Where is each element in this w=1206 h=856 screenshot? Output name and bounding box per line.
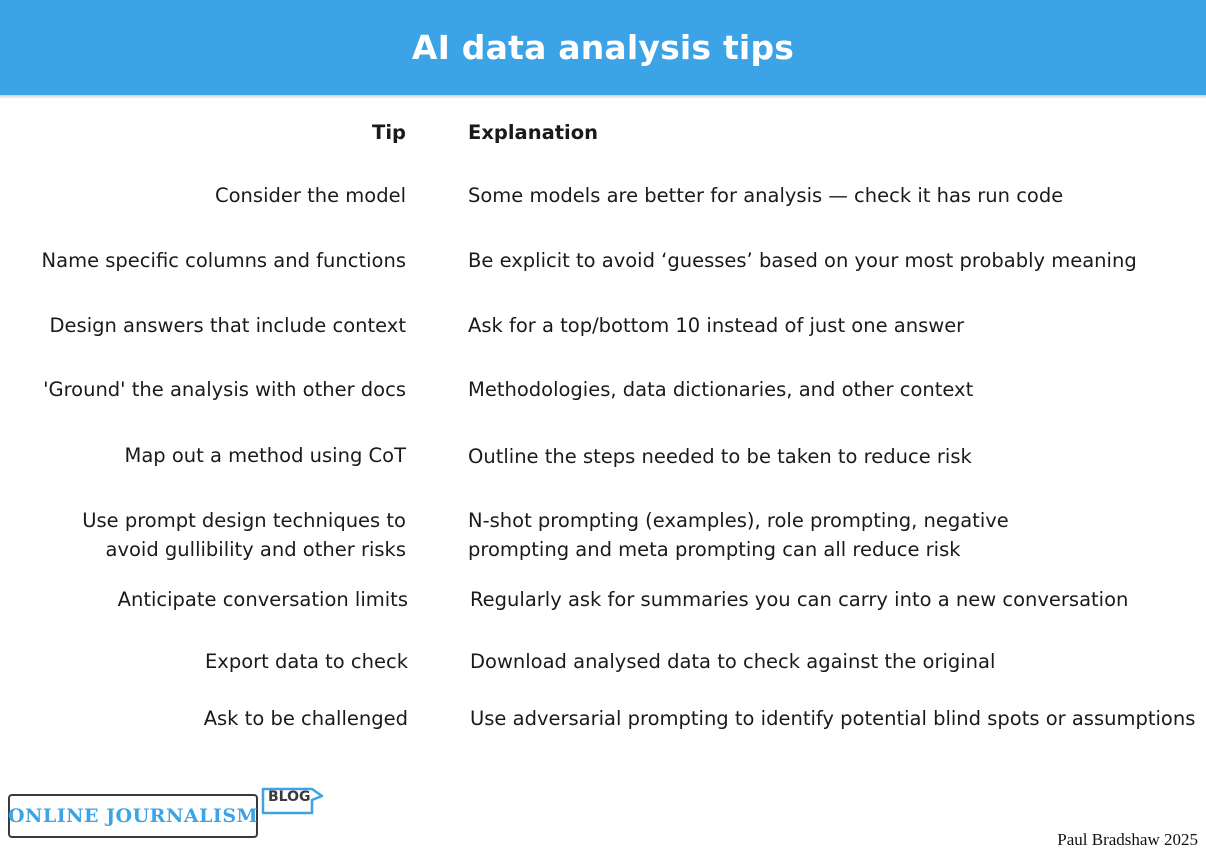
explanation-cell-line2: prompting and meta prompting can all reduce risk bbox=[468, 538, 961, 561]
tip-cell: Anticipate conversation limits bbox=[117, 588, 408, 611]
explanation-cell-line1: N-shot prompting (examples), role prompting, negative bbox=[468, 509, 1009, 532]
explanation-cell: Use adversarial prompting to identify potential blind spots or assumptions bbox=[470, 707, 1196, 730]
online-journalism-blog-logo bbox=[8, 786, 328, 846]
tip-cell: Design answers that include context bbox=[49, 314, 406, 337]
explanation-cell: Some models are better for analysis — check it has run code bbox=[468, 184, 1064, 207]
logo-wordmark: ONLINE JOURNALISM bbox=[7, 805, 259, 827]
logo-wordmark-box bbox=[8, 794, 258, 838]
tip-cell-line2: avoid gullibility and other risks bbox=[105, 538, 406, 561]
explanation-cell: Be explicit to avoid ‘guesses’ based on your most probably meaning bbox=[468, 249, 1137, 272]
explanation-cell: Outline the steps needed to be taken to reduce risk bbox=[468, 445, 972, 468]
page-title: AI data analysis tips bbox=[411, 28, 795, 67]
tip-cell: Name specific columns and functions bbox=[41, 249, 406, 272]
column-header-tip: Tip bbox=[372, 121, 406, 144]
tip-cell: 'Ground' the analysis with other docs bbox=[43, 378, 406, 401]
logo-badge-text: BLOG bbox=[268, 789, 311, 805]
author-credit: Paul Bradshaw 2025 bbox=[1057, 830, 1198, 849]
explanation-cell: Ask for a top/bottom 10 instead of just one answer bbox=[468, 314, 965, 337]
tip-cell-line1: Use prompt design techniques to bbox=[82, 509, 406, 532]
tip-cell: Map out a method using CoT bbox=[124, 444, 406, 467]
column-header-explanation: Explanation bbox=[468, 121, 599, 144]
speech-bubble-icon bbox=[260, 786, 326, 820]
tip-cell: Export data to check bbox=[204, 650, 408, 673]
tip-cell: Consider the model bbox=[215, 184, 406, 207]
explanation-cell: Regularly ask for summaries you can carry into a new conversation bbox=[470, 588, 1129, 611]
explanation-cell: Methodologies, data dictionaries, and other context bbox=[468, 378, 974, 401]
tip-cell: Ask to be challenged bbox=[203, 707, 408, 730]
explanation-cell: Download analysed data to check against the original bbox=[470, 650, 996, 673]
